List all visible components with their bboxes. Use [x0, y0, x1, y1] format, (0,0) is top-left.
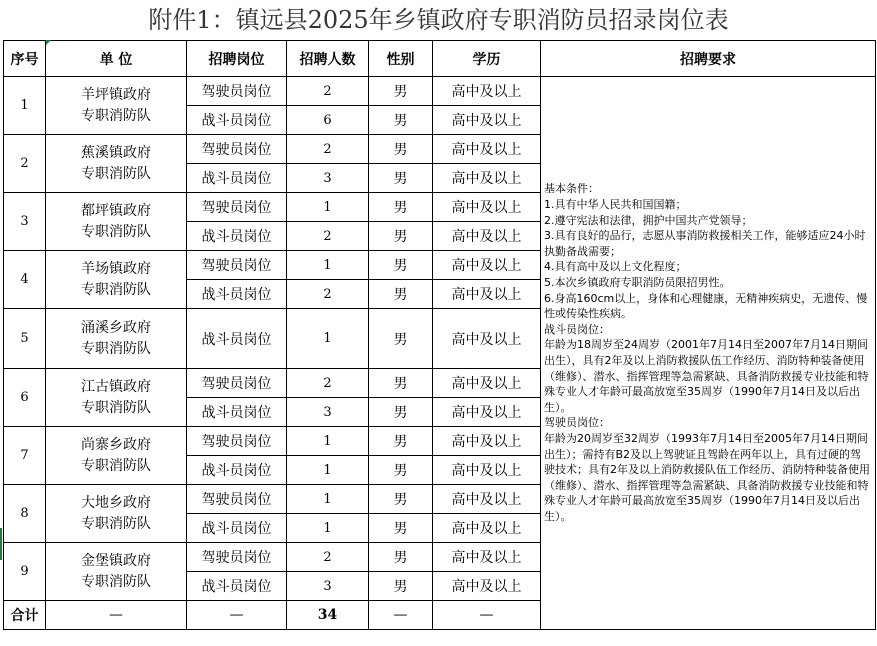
position-cell: 战斗员岗位 — [187, 106, 287, 135]
seq-cell: 1 — [4, 77, 46, 135]
seq-cell: 7 — [4, 427, 46, 485]
page-title: 附件1：镇远县2025年乡镇政府专职消防员招录岗位表 — [148, 6, 729, 34]
header-education: 学历 — [433, 41, 541, 77]
gender-cell: 男 — [369, 251, 433, 280]
count-cell: 1 — [287, 193, 369, 222]
education-cell: 高中及以上 — [433, 106, 541, 135]
education-cell: 高中及以上 — [433, 251, 541, 280]
seq-cell: 5 — [4, 309, 46, 369]
count-cell: 1 — [287, 309, 369, 369]
count-cell: 1 — [287, 251, 369, 280]
gender-cell: 男 — [369, 456, 433, 485]
gender-cell: 男 — [369, 309, 433, 369]
education-cell: 高中及以上 — [433, 369, 541, 398]
gender-cell: 男 — [369, 135, 433, 164]
education-cell: 高中及以上 — [433, 280, 541, 309]
education-cell: 高中及以上 — [433, 456, 541, 485]
unit-cell: 尚寨乡政府 专职消防队 — [46, 427, 187, 485]
header-count: 招聘人数 — [287, 41, 369, 77]
education-cell: 高中及以上 — [433, 572, 541, 601]
unit-cell: 羊坪镇政府 专职消防队 — [46, 77, 187, 135]
education-cell: 高中及以上 — [433, 77, 541, 106]
count-cell: 2 — [287, 222, 369, 251]
position-cell: 驾驶员岗位 — [187, 193, 287, 222]
position-cell: 战斗员岗位 — [187, 398, 287, 427]
count-cell: 1 — [287, 514, 369, 543]
header-position: 招聘岗位 — [187, 41, 287, 77]
gender-cell: 男 — [369, 427, 433, 456]
unit-cell: 大地乡政府 专职消防队 — [46, 485, 187, 543]
count-cell: 1 — [287, 456, 369, 485]
education-cell: 高中及以上 — [433, 514, 541, 543]
header-seq: 序号 — [4, 41, 46, 77]
position-cell: 战斗员岗位 — [187, 572, 287, 601]
header-row — [4, 41, 876, 77]
recruitment-table — [3, 40, 876, 630]
gender-cell: 男 — [369, 514, 433, 543]
education-cell: 高中及以上 — [433, 164, 541, 193]
count-cell: 2 — [287, 369, 369, 398]
gender-cell: 男 — [369, 485, 433, 514]
education-cell: 高中及以上 — [433, 193, 541, 222]
gender-cell: 男 — [369, 543, 433, 572]
count-cell: 3 — [287, 398, 369, 427]
unit-cell: 涌溪乡政府 专职消防队 — [46, 309, 187, 369]
count-cell: 1 — [287, 485, 369, 514]
position-cell: 战斗员岗位 — [187, 222, 287, 251]
seq-cell: 6 — [4, 369, 46, 427]
gender-cell: 男 — [369, 280, 433, 309]
position-cell: 驾驶员岗位 — [187, 251, 287, 280]
count-cell: 3 — [287, 164, 369, 193]
position-cell: 战斗员岗位 — [187, 164, 287, 193]
requirements-cell — [541, 77, 876, 630]
selection-edge-marker — [0, 528, 2, 560]
gender-cell: 男 — [369, 106, 433, 135]
seq-cell: 3 — [4, 193, 46, 251]
total-education: — — [433, 601, 541, 630]
header-unit: 单 位 — [46, 41, 187, 77]
unit-cell: 金堡镇政府 专职消防队 — [46, 543, 187, 601]
gender-cell: 男 — [369, 398, 433, 427]
gender-cell: 男 — [369, 77, 433, 106]
count-cell: 2 — [287, 543, 369, 572]
position-cell: 战斗员岗位 — [187, 309, 287, 369]
seq-cell: 4 — [4, 251, 46, 309]
header-gender: 性别 — [369, 41, 433, 77]
seq-cell: 9 — [4, 543, 46, 601]
header-requirements: 招聘要求 — [541, 41, 876, 77]
education-cell: 高中及以上 — [433, 543, 541, 572]
count-cell: 2 — [287, 135, 369, 164]
unit-cell: 蕉溪镇政府 专职消防队 — [46, 135, 187, 193]
gender-cell: 男 — [369, 164, 433, 193]
total-position: — — [187, 601, 287, 630]
total-label: 合计 — [4, 601, 46, 630]
unit-cell: 都坪镇政府 专职消防队 — [46, 193, 187, 251]
seq-cell: 2 — [4, 135, 46, 193]
education-cell: 高中及以上 — [433, 309, 541, 369]
count-cell: 1 — [287, 427, 369, 456]
unit-cell: 羊场镇政府 专职消防队 — [46, 251, 187, 309]
position-cell: 驾驶员岗位 — [187, 485, 287, 514]
total-count: 34 — [287, 601, 369, 630]
position-cell: 战斗员岗位 — [187, 280, 287, 309]
education-cell: 高中及以上 — [433, 427, 541, 456]
total-unit: — — [46, 601, 187, 630]
position-cell: 战斗员岗位 — [187, 514, 287, 543]
gender-cell: 男 — [369, 369, 433, 398]
education-cell: 高中及以上 — [433, 485, 541, 514]
education-cell: 高中及以上 — [433, 398, 541, 427]
position-cell: 驾驶员岗位 — [187, 77, 287, 106]
count-cell: 2 — [287, 280, 369, 309]
position-cell: 驾驶员岗位 — [187, 135, 287, 164]
gender-cell: 男 — [369, 193, 433, 222]
gender-cell: 男 — [369, 572, 433, 601]
seq-cell: 8 — [4, 485, 46, 543]
table-row[interactable] — [4, 77, 876, 106]
gender-cell: 男 — [369, 222, 433, 251]
requirements-text: 基本条件： 1.具有中华人民共和国国籍； 2.遵守宪法和法律，拥护中国共产党领导； 3.具有良好的品行，志愿从事消防救援相关工作，能够适应24小时执勤备战需要； 4.具有高中及以上文化程度； 5.本次乡镇政府专职消防员限招男性。 6.身高160cm以上，身体和心理健康，无精神疾病史，无遗传、慢性或传染性疾病。 战斗员岗位： 年龄为18周岁至24周岁（2001年7月14日至2007年7月14日期间出生），具有2年及以上消防救援队伍工作经历、消防特种装备使用（维修）、潜水、指挥管理等急需紧缺、具备消防救援专业技能和特殊专业人才年龄可最高放宽至35周岁（1990年7月14日及以后出生）。 驾驶员岗位： 年龄为20周岁至32周岁（1993年7月14日至2005年7月14日期间出生）；需持有B2及以上驾驶证且驾龄在两年以上，具有过硬的驾驶技术；具有2年及以上消防救援队伍工作经历、消防特种装备使用（维修）、潜水、指挥管理等急需紧缺、具备消防救援专业技能和特殊专业人才年龄可最高放宽至35周岁（1990年7月14日及以后出生）。 — [544, 182, 870, 523]
position-cell: 驾驶员岗位 — [187, 543, 287, 572]
cell-corner-marker — [46, 40, 51, 45]
position-cell: 驾驶员岗位 — [187, 427, 287, 456]
count-cell: 3 — [287, 572, 369, 601]
count-cell: 2 — [287, 77, 369, 106]
total-gender: — — [369, 601, 433, 630]
position-cell: 驾驶员岗位 — [187, 369, 287, 398]
education-cell: 高中及以上 — [433, 135, 541, 164]
position-cell: 战斗员岗位 — [187, 456, 287, 485]
education-cell: 高中及以上 — [433, 222, 541, 251]
count-cell: 6 — [287, 106, 369, 135]
unit-cell: 江古镇政府 专职消防队 — [46, 369, 187, 427]
